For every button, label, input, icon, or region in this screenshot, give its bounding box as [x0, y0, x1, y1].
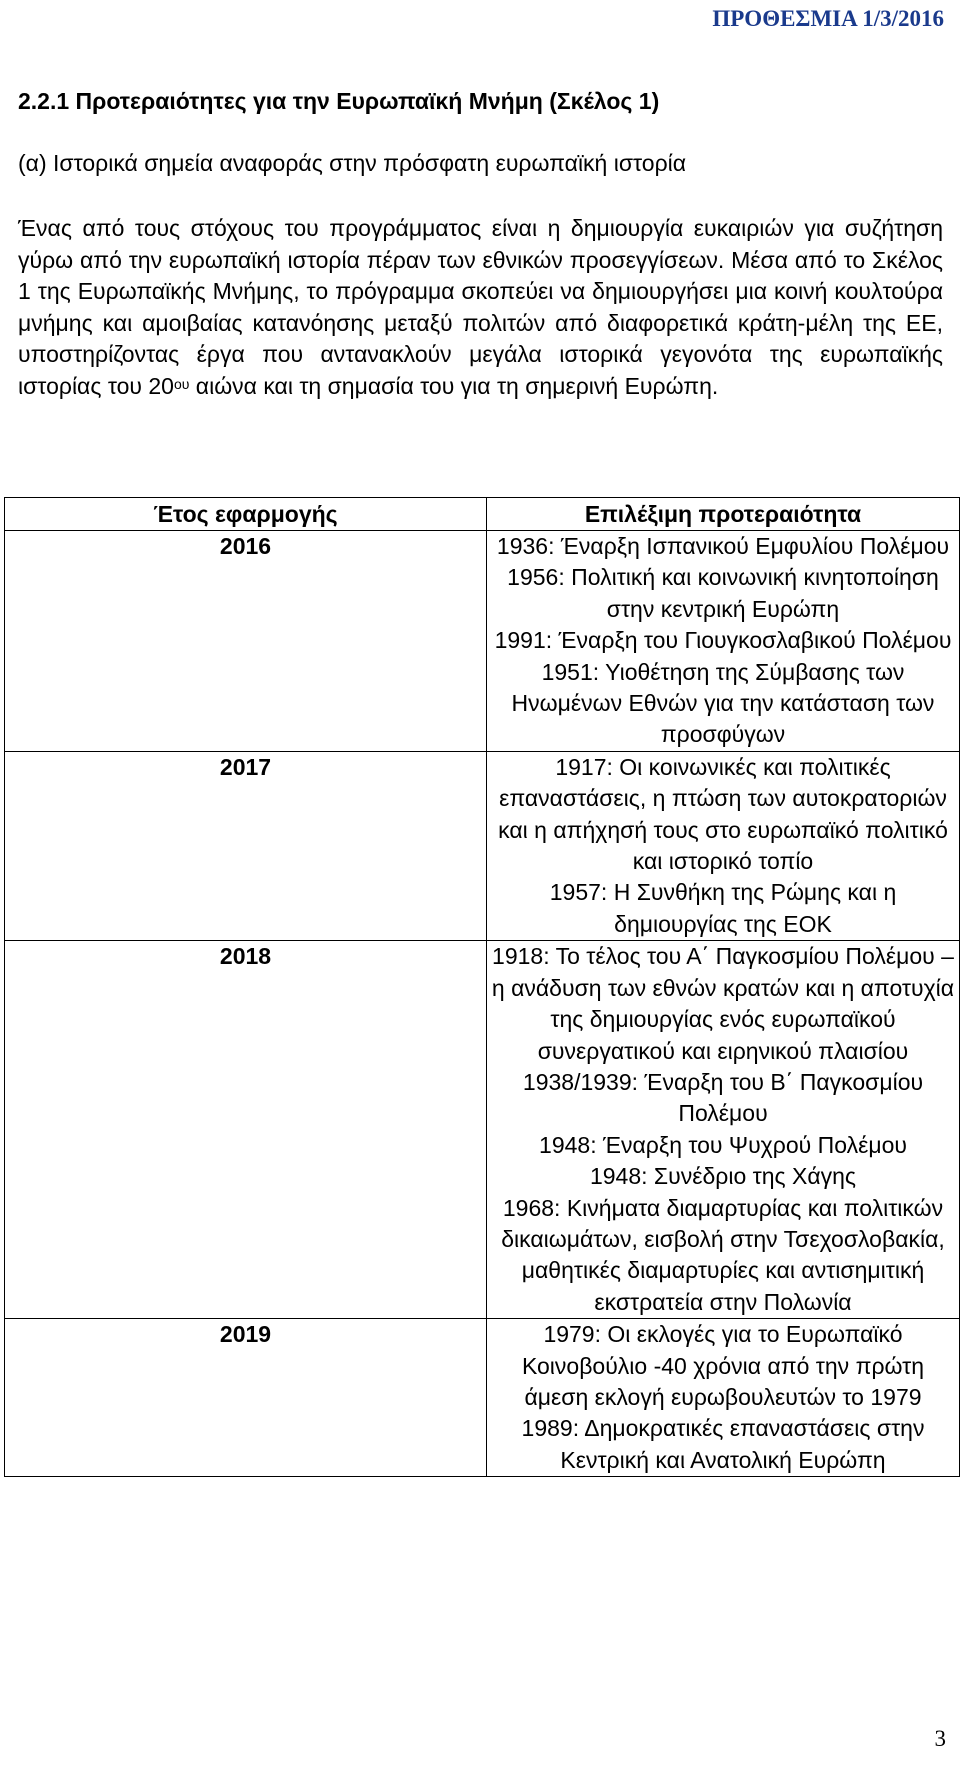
- priority-event: 1956: Πολιτική και κοινωνική κινητοποίηση στην κεντρική Ευρώπη: [507, 564, 939, 622]
- table-row: [5, 531, 960, 752]
- deadline-header: ΠΡΟΘΕΣΜΙΑ 1/3/2016: [712, 6, 944, 31]
- priority-event: 1918: Το τέλος του Α΄ Παγκοσμίου Πολέμου – η ανάδυση των εθνών κρατών και η αποτυχία της δημιουργίας ενός ευρωπαϊκού συνεργατικού και ειρηνικού πλαισίου: [491, 943, 955, 1064]
- table-row: [5, 751, 960, 940]
- year-cell: 2019: [5, 1319, 487, 1477]
- priority-event: 1989: Δημοκρατικές επαναστάσεις στην Κεντρική και Ανατολική Ευρώπη: [521, 1415, 925, 1473]
- priority-cell: [487, 1319, 960, 1477]
- priority-event: 1948: Έναρξη του Ψυχρού Πολέμου: [539, 1131, 907, 1158]
- year-cell: 2016: [5, 531, 487, 752]
- table-row: [5, 941, 960, 1319]
- priority-event: 1968: Κινήματα διαμαρτυρίας και πολιτικών δικαιωμάτων, εισβολή στην Τσεχοσλοβακία, μαθητικές διαμαρτυρίες και αντισημιτική εκστρατεία στην Πολωνία: [501, 1194, 945, 1315]
- priority-event: 1991: Έναρξη του Γιουγκοσλαβικού Πολέμου: [494, 627, 952, 654]
- intro-text-part2: αιώνα και τη σημασία του για τη σημερινή Ευρώπη.: [189, 372, 719, 399]
- priority-event: 1948: Συνέδριο της Χάγης: [589, 1163, 857, 1190]
- table-body: [5, 531, 960, 1477]
- intro-superscript: ου: [173, 375, 190, 392]
- page-number: 3: [934, 1726, 946, 1751]
- priority-event: 1936: Έναρξη Ισπανικού Εμφυλίου Πολέμου: [496, 533, 950, 559]
- priority-event: 1957: Η Συνθήκη της Ρώμης και η δημιουργίας της ΕΟΚ: [549, 879, 897, 937]
- priority-cell: [487, 751, 960, 940]
- year-cell: 2017: [5, 751, 487, 940]
- intro-text-part1: Ένας από τους στόχους του προγράμματος είναι η δημιουργία ευκαιριών για συζήτηση γύρω από την ευρωπαϊκή ιστορία πέραν των εθνικών προσεγγίσεων. Μέσα από το Σκέλος 1 της Ευρωπαϊκής Μνήμης, το πρόγραμμα σκοπεύει να δημιουργήσει μια κοινή κουλτούρα μνήμης και αμοιβαίας κατανόησης μεταξύ πολιτών από διαφορετικά κράτη-μέλη της ΕΕ, υποστηρίζοντας έργα που αντανακλούν μεγάλα ιστορικά γεγονότα της ευρωπαϊκής ιστορίας του 20: [18, 215, 943, 399]
- priority-event: 1951: Υιοθέτηση της Σύμβασης των Ηνωμένων Εθνών για την κατάσταση των προσφύγων: [511, 658, 935, 748]
- priority-event: 1938/1939: Έναρξη του Β΄ Παγκοσμίου Πολέμου: [522, 1068, 924, 1127]
- priority-cell: [487, 941, 960, 1319]
- year-cell: 2018: [5, 941, 487, 1319]
- table-header-row: [5, 498, 960, 531]
- priority-column-header: Επιλέξιμη προτεραιότητα: [487, 498, 960, 531]
- table-row: [5, 1319, 960, 1477]
- section-subheading: (α) Ιστορικά σημεία αναφοράς στην πρόσφατη ευρωπαϊκή ιστορία: [18, 150, 687, 176]
- priority-cell: [487, 531, 960, 752]
- priority-event: 1979: Οι εκλογές για το Ευρωπαϊκό Κοινοβούλιο -40 χρόνια από την πρώτη άμεση εκλογή ευρωβουλευτών το 1979: [521, 1321, 925, 1410]
- year-column-header: Έτος εφαρμογής: [5, 498, 487, 531]
- intro-paragraph: [18, 213, 943, 402]
- section-heading: 2.2.1 Προτεραιότητες για την Ευρωπαϊκή Μνήμη (Σκέλος 1): [18, 88, 660, 114]
- priorities-table: [4, 497, 960, 1477]
- priority-event: 1917: Οι κοινωνικές και πολιτικές επαναστάσεις, η πτώση των αυτοκρατοριών και η απήχησή τους στο ευρωπαϊκό πολιτικό και ιστορικό τοπίο: [498, 753, 948, 875]
